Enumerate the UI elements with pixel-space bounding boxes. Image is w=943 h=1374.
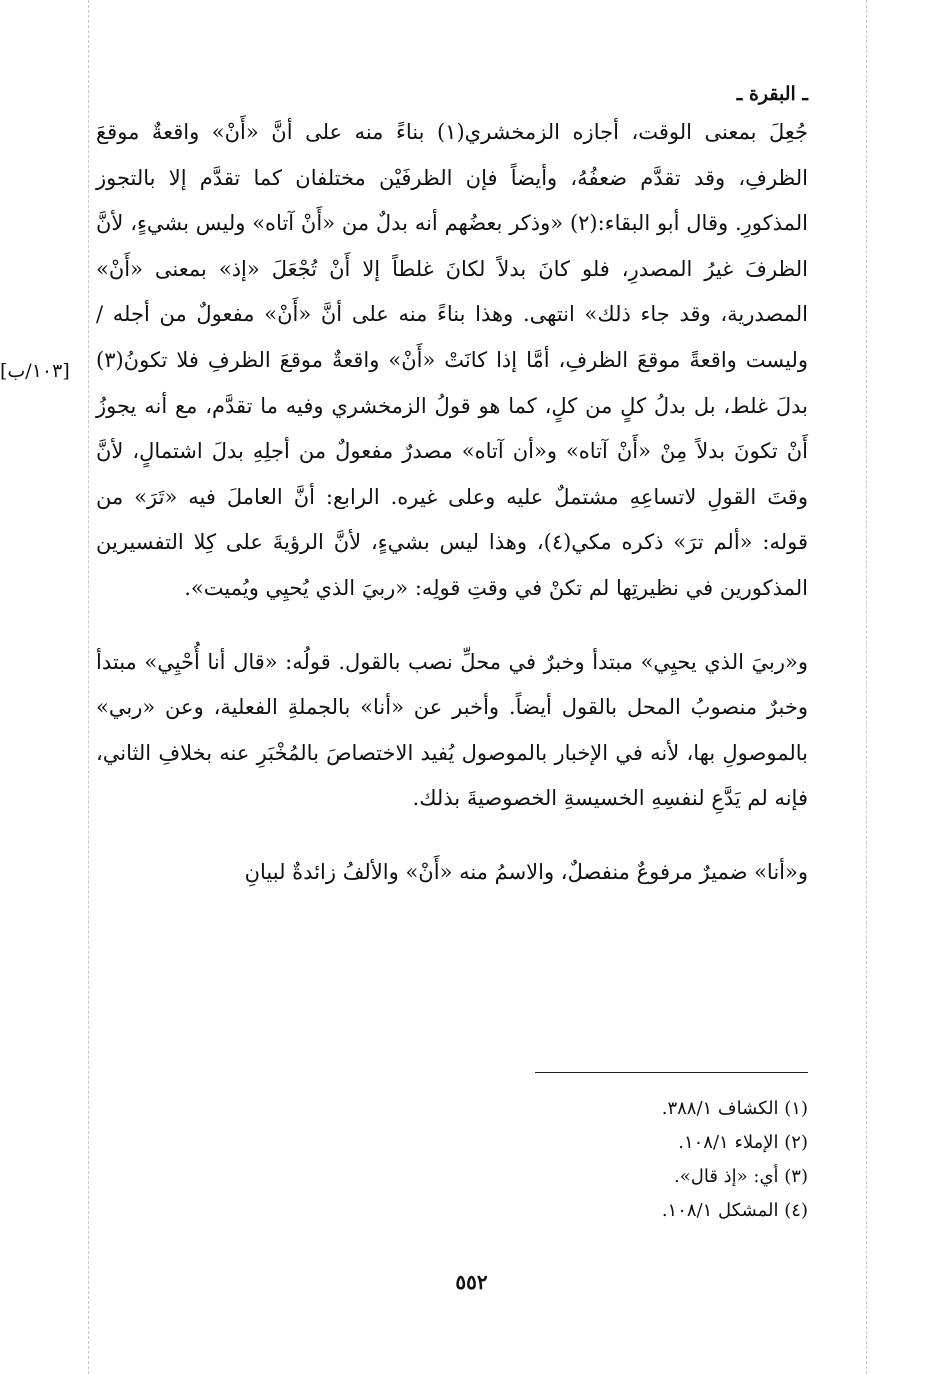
paragraph-1: جُعِلَ بمعنى الوقت، أجازه الزمخشري(١) بناءً منه على أنَّ «أَنْ» واقعةٌ موقعَ الظرفِ، وقد تقدَّم ضعفُهُ، وأيضاً فإن الظرفَيْن مختلفان كما تقدَّم إلا بالتجوز المذكورِ. وقال أبو البقاء:(٢) «وذكر بعضُهم أنه بدلٌ من «أَنْ آتاه» وليس بشيءٍ، لأنَّ الظرفَ غيرُ المصدرِ، فلو كانَ بدلاً لكانَ غلطاً إلا أَنْ تُجْعَلَ «إذ» بمعنى «أَنْ» المصدرية، وقد جاء ذلك» انتهى. وهذا بناءً منه على أنَّ «أَنْ» مفعولٌ من أجله / وليست واقعةً موقعَ الظرفِ، أمَّا إذا كانَتْ «أَنْ» واقعةٌ موقعَ الظرفِ فلا تكونُ(٣) بدلَ غلط، بل بدلُ كلٍ من كلٍ، كما هو قولُ الزمخشري وفيه ما تقدَّم، مع أنه يجوزُ أَنْ تكونَ بدلاً مِنْ «أَنْ آتاه» و«أن آتاه» مصدرٌ مفعولٌ من أجلِهِ بدلَ اشتمالٍ، لأنَّ وقتَ القولِ لاتساعِهِ مشتملٌ عليه وعلى غيره. الرابع: أنَّ العاملَ فيه «تَرَ» من قوله: «ألم ترَ» ذكره مكي(٤)، وهذا ليس بشيءٍ، لأنَّ الرؤيةَ على كِلا التفسيرين المذكورين في نظيرتِها لم تكنْ في وقتِ قولِه: «ربيَ الذي يُحيِي ويُميت». [96,120,808,600]
paragraph-3: و«أنا» ضميرٌ مرفوعٌ منفصلٌ، والاسمُ منه «أَنْ» والألفُ زائدةٌ لبيانِ [244,859,808,884]
scan-edge-right [866,0,867,1374]
footnote-separator [535,1072,808,1073]
page-body [96,78,808,896]
paragraph-2: و«ربيَ الذي يحيِي» مبتدأ وخبرٌ في محلِّ نصب بالقول. قولُه: «قال أنا أُحْيِي» مبتدأ وخبرٌ منصوبُ المحل بالقول أيضاً. وأخبر عن «أنا» بالجملةِ الفعلية، وعن «ربي» بالموصولِ بها، لأنه في الإخبار بالموصول يُفيد الاختصاصَ بالمُخْبَرِ عنه بخلافِ الثاني، فإنه لم يَدَّعِ لنفسِهِ الخسيسةِ الخصوصيةَ بذلك. [96,649,808,811]
footnote-2: (٢) الإملاء ١٠٨/١. [678,1132,808,1153]
footnote-1: (١) الكشاف ٣٨٨/١. [661,1098,808,1119]
scan-edge-left [88,0,89,1374]
footnote-4: (٤) المشكل ١٠٨/١. [661,1200,808,1221]
page-number: ٥٥٢ [455,1270,488,1294]
footnote-3: (٣) أي: «إذ قال». [674,1166,808,1187]
running-head: ـ البقرة ـ [736,83,808,105]
footnotes [420,1092,808,1228]
margin-folio-reference: [١٠٣/ب] [0,360,70,382]
